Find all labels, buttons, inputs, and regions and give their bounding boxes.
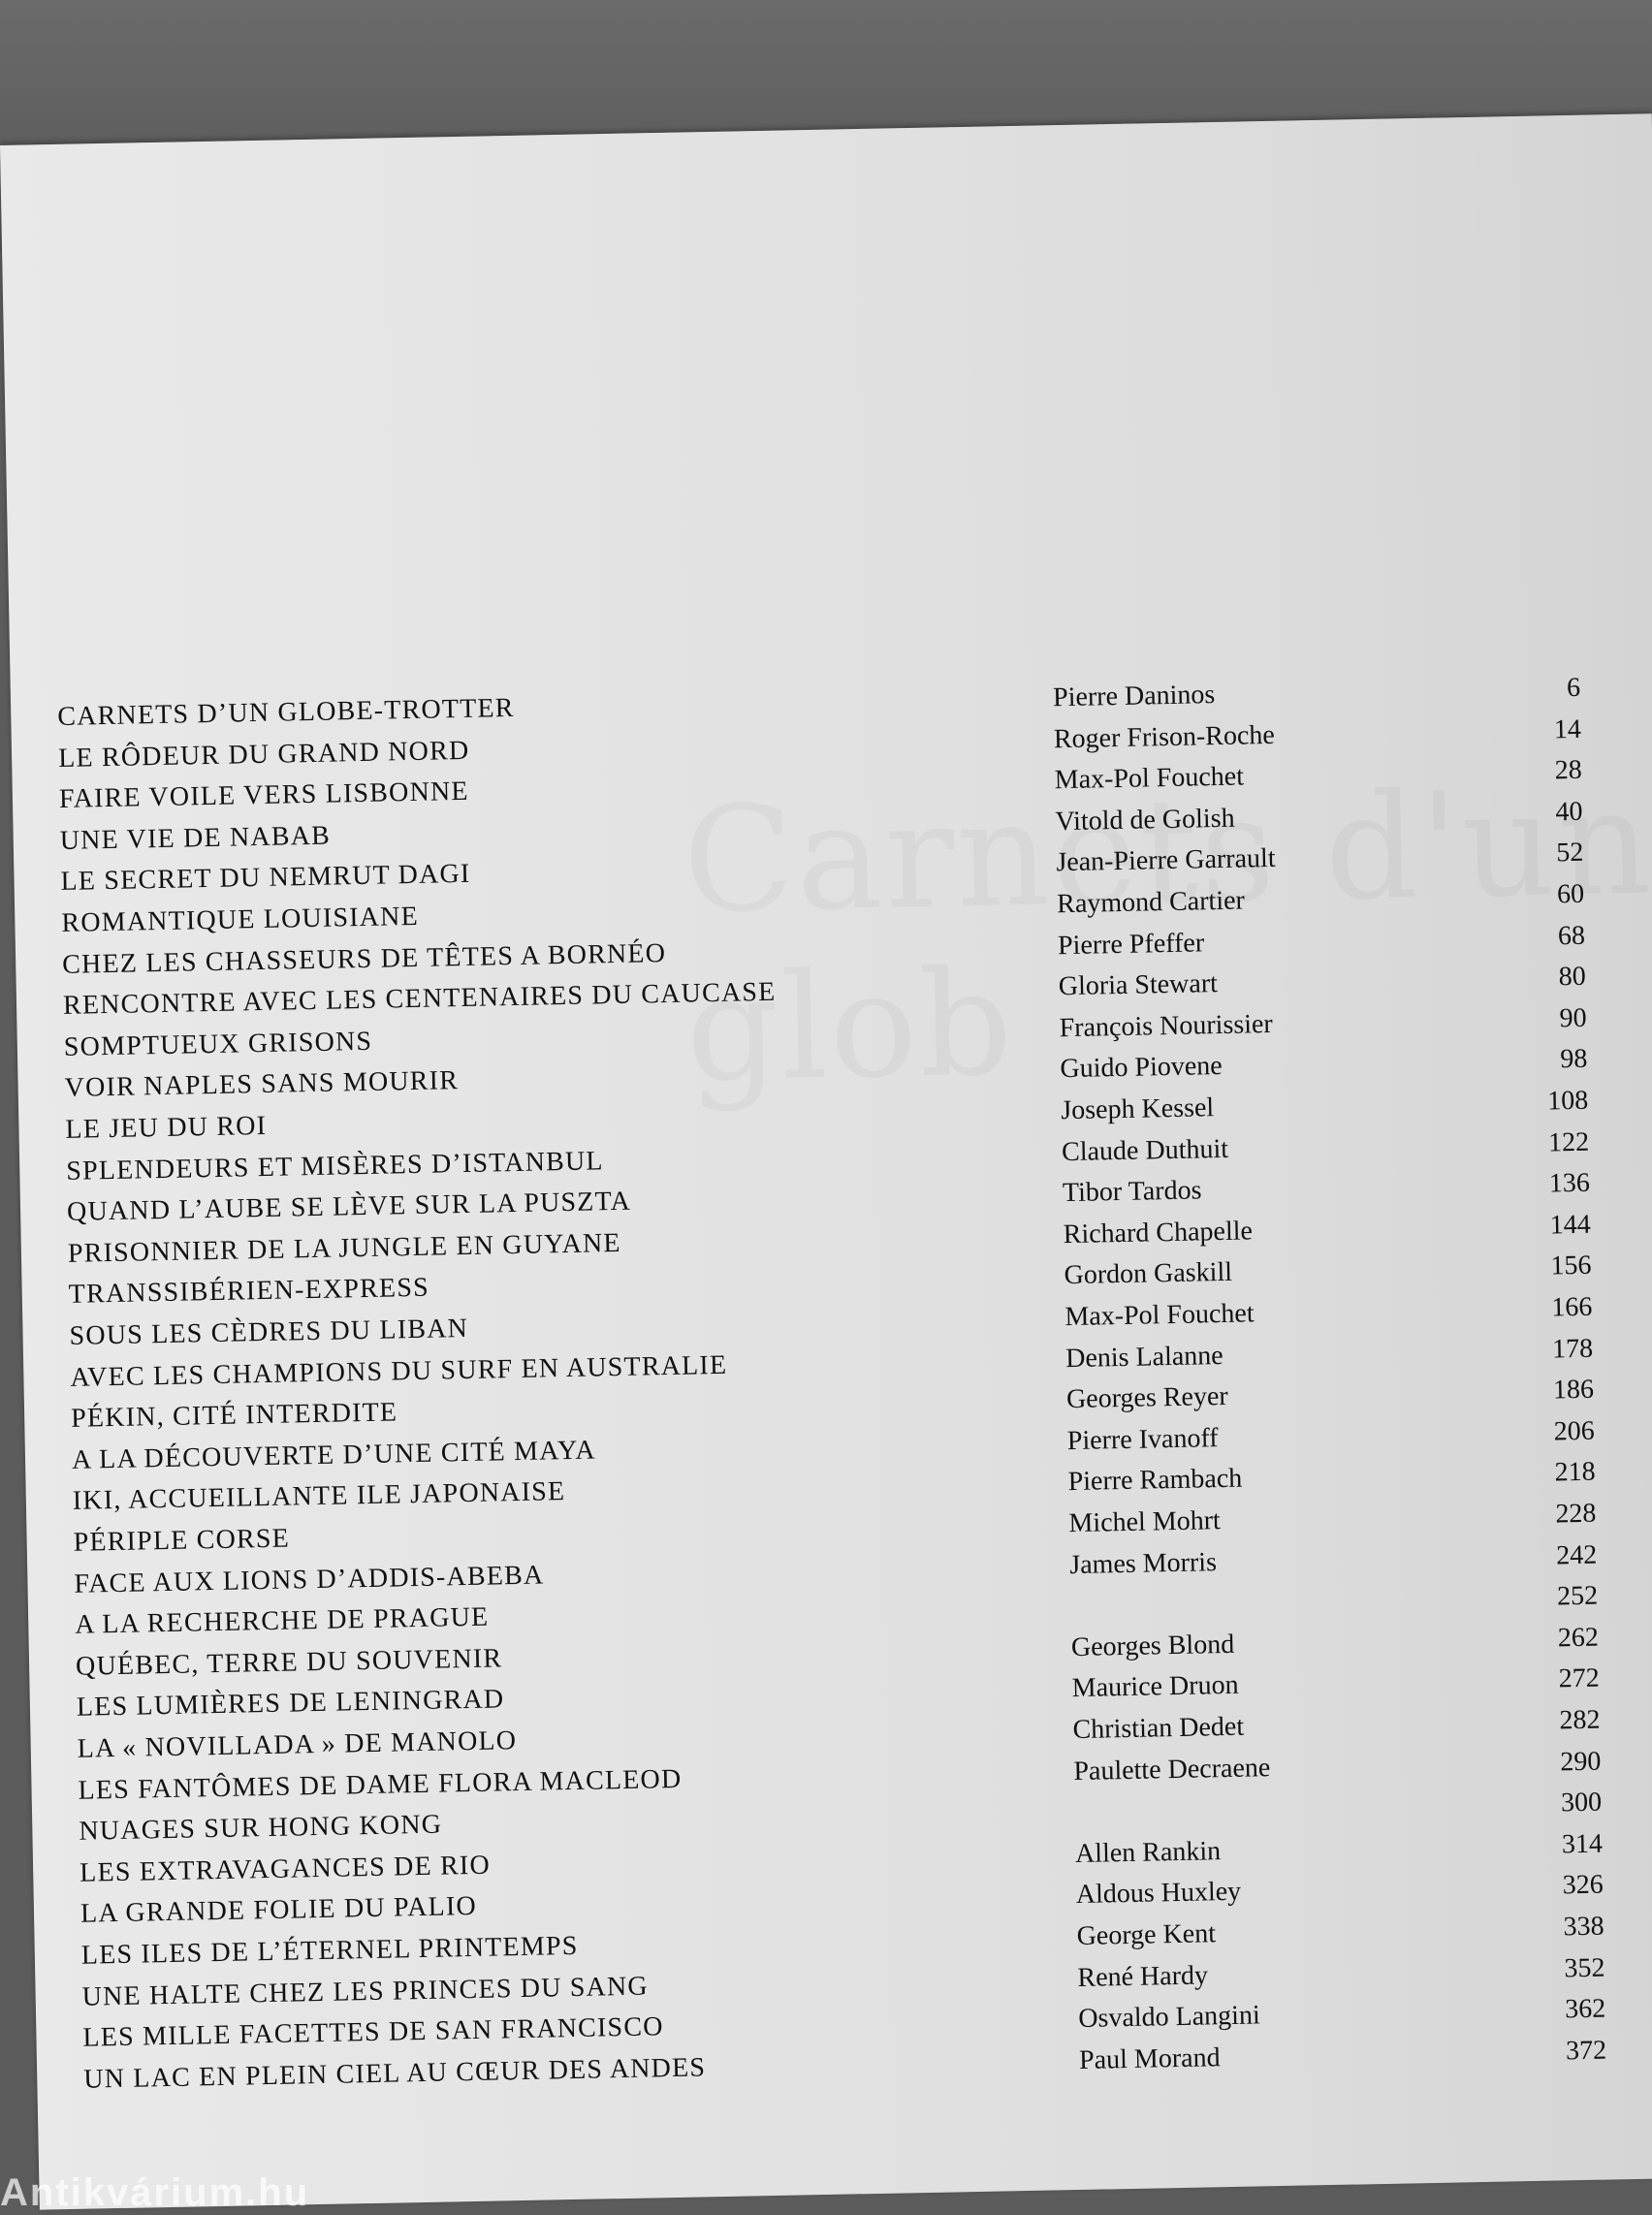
toc-entry-page-number: 52: [1556, 838, 1584, 869]
toc-entry-author: James Morris: [1069, 1546, 1218, 1580]
toc-entry-page-number: 290: [1560, 1746, 1602, 1778]
toc-entry-author: Georges Reyer: [1065, 1381, 1228, 1415]
toc-entry-page-number: 166: [1551, 1291, 1593, 1323]
toc-entry-author: René Hardy: [1077, 1960, 1209, 1993]
toc-entry-title: IKI, ACCUEILLANTE ILE JAPONAISE: [72, 1476, 566, 1517]
toc-entry-page-number: 136: [1548, 1167, 1591, 1199]
toc-entry-page-number: 28: [1554, 754, 1582, 786]
toc-entry-author: Guido Piovene: [1060, 1051, 1223, 1085]
toc-entry-title: LE SECRET DU NEMRUT DAGI: [60, 859, 471, 898]
toc-entry-page-number: 252: [1556, 1580, 1599, 1612]
toc-entry-author: Richard Chapelle: [1063, 1216, 1254, 1250]
toc-entry-title: VOIR NAPLES SANS MOURIR: [64, 1065, 460, 1104]
toc-entry-title: LES ILES DE L’ÉTERNEL PRINTEMPS: [80, 1930, 579, 1971]
toc-entry-author: Allen Rankin: [1074, 1835, 1222, 1869]
toc-entry-page-number: 362: [1564, 1993, 1606, 2025]
toc-entry-page-number: 272: [1558, 1663, 1600, 1694]
toc-entry-author: Joseph Kessel: [1061, 1092, 1215, 1126]
toc-entry-author: Paul Morand: [1078, 2042, 1221, 2075]
toc-entry-author: Maurice Druon: [1071, 1670, 1239, 1704]
toc-entry-author: Tibor Tardos: [1062, 1175, 1202, 1209]
toc-entry-page-number: 68: [1557, 920, 1586, 951]
toc-entry-author: Christian Dedet: [1072, 1711, 1245, 1746]
toc-entry-author: Michel Mohrt: [1068, 1505, 1222, 1539]
toc-entry-page-number: 108: [1546, 1085, 1589, 1117]
toc-entry-page-number: 122: [1547, 1126, 1590, 1158]
toc-entry-title: NUAGES SUR HONG KONG: [79, 1809, 443, 1847]
toc-entry-author: Pierre Daninos: [1052, 680, 1216, 713]
book-page: [0, 113, 1652, 2209]
toc-entry-author: Vitold de Golish: [1055, 803, 1235, 838]
toc-entry-author: Osvaldo Langini: [1078, 2000, 1260, 2035]
toc-entry-page-number: 186: [1552, 1374, 1595, 1406]
toc-entry-author: Raymond Cartier: [1056, 885, 1246, 920]
toc-entry-title: UN LAC EN PLEIN CIEL AU CŒUR DES ANDES: [83, 2052, 707, 2095]
watermark: Antikvárium.hu: [0, 2171, 310, 2214]
toc-entry-author: George Kent: [1076, 1918, 1217, 1952]
toc-entry-author: Max-Pol Fouchet: [1054, 761, 1245, 796]
toc-entry-page-number: 314: [1561, 1828, 1604, 1860]
toc-entry-author: Aldous Huxley: [1075, 1877, 1242, 1911]
toc-entry-page-number: 228: [1555, 1498, 1597, 1530]
toc-entry-page-number: 6: [1566, 672, 1581, 704]
toc-entry-title: SOUS LES CÈDRES DU LIBAN: [69, 1313, 469, 1351]
toc-entry-title: CHEZ LES CHASSEURS DE TÊTES A BORNÉO: [61, 937, 667, 980]
toc-entry-title: CARNETS D’UN GLOBE-TROTTER: [57, 692, 515, 732]
toc-entry-title: ROMANTIQUE LOUISIANE: [61, 901, 420, 938]
toc-entry-title: PÉKIN, CITÉ INTERDITE: [70, 1397, 398, 1435]
toc-entry-page-number: 326: [1562, 1869, 1604, 1901]
toc-entry-title: A LA DÉCOUVERTE D’UNE CITÉ MAYA: [71, 1435, 597, 1475]
toc-entry-page-number: 282: [1559, 1704, 1601, 1736]
toc-entry-title: LES LUMIÈRES DE LENINGRAD: [76, 1684, 505, 1724]
toc-entry-title: LA « NOVILLADA » DE MANOLO: [77, 1725, 518, 1764]
toc-entry-title: PRISONNIER DE LA JUNGLE EN GUYANE: [67, 1227, 621, 1269]
toc-entry-page-number: 14: [1553, 713, 1582, 744]
toc-entry-title: LES MILLE FACETTES DE SAN FRANCISCO: [82, 2011, 664, 2053]
toc-entry-title: QUAND L’AUBE SE LÈVE SUR LA PUSZTA: [66, 1186, 632, 1228]
toc-entry-page-number: 156: [1550, 1250, 1592, 1282]
toc-entry-title: QUÉBEC, TERRE DU SOUVENIR: [75, 1643, 503, 1682]
toc-entry-author: Georges Blond: [1070, 1629, 1235, 1662]
toc-entry-page-number: 242: [1555, 1539, 1598, 1571]
toc-entry-page-number: 178: [1551, 1333, 1594, 1365]
toc-entry-author: Pierre Ivanoff: [1066, 1422, 1219, 1456]
toc-entry-author: Jean-Pierre Garrault: [1056, 843, 1276, 878]
toc-entry-page-number: 144: [1549, 1209, 1591, 1241]
toc-entry-author: Roger Frison-Roche: [1053, 719, 1276, 754]
toc-entry-author: Max-Pol Fouchet: [1064, 1298, 1255, 1333]
toc-entry-author: François Nourissier: [1059, 1008, 1274, 1043]
toc-entry-title: LES FANTÔMES DE DAME FLORA MACLEOD: [78, 1763, 683, 1806]
toc-entry-page-number: 300: [1560, 1787, 1603, 1819]
toc-entry-title: LE JEU DU ROI: [65, 1110, 268, 1145]
toc-entry-author: Gloria Stewart: [1058, 968, 1219, 1002]
toc-entry-page-number: 372: [1565, 2035, 1607, 2067]
toc-entry-page-number: 60: [1556, 878, 1585, 910]
toc-entry-title: PÉRIPLE CORSE: [73, 1523, 291, 1558]
toc-entry-title: LES EXTRAVAGANCES DE RIO: [79, 1850, 492, 1888]
toc-entry-page-number: 262: [1557, 1622, 1600, 1654]
toc-entry-author: Paulette Decraene: [1073, 1752, 1271, 1787]
toc-entry-title: FAIRE VOILE VERS LISBONNE: [58, 776, 469, 815]
toc-entry-page-number: 218: [1554, 1457, 1596, 1488]
toc-entry-title: A LA RECHERCHE DE PRAGUE: [75, 1601, 490, 1640]
toc-entry-page-number: 90: [1559, 1002, 1587, 1034]
toc-entry-title: AVEC LES CHAMPIONS DU SURF EN AUSTRALIE: [70, 1349, 728, 1393]
toc-entry-page-number: 338: [1563, 1911, 1604, 1943]
toc-entry-title: RENCONTRE AVEC LES CENTENAIRES DU CAUCASE: [62, 976, 777, 1022]
toc-entry-author: Pierre Rambach: [1067, 1464, 1243, 1498]
toc-entry-title: SOMPTUEUX GRISONS: [63, 1026, 373, 1062]
toc-entry-author: Denis Lalanne: [1064, 1340, 1223, 1374]
toc-entry-author: Claude Duthuit: [1061, 1133, 1229, 1167]
toc-entry-page-number: 40: [1555, 796, 1583, 828]
toc-entry-title: LE RÔDEUR DU GRAND NORD: [57, 735, 470, 774]
toc-entry-title: LA GRANDE FOLIE DU PALIO: [79, 1891, 478, 1930]
toc-entry-author: Pierre Pfeffer: [1057, 927, 1205, 961]
toc-entry-title: UNE HALTE CHEZ LES PRINCES DU SANG: [81, 1971, 650, 2012]
toc-entry-page-number: 352: [1564, 1952, 1605, 1983]
toc-entry-title: SPLENDEURS ET MISÈRES D’ISTANBUL: [66, 1145, 604, 1187]
toc-entry-page-number: 80: [1558, 961, 1587, 993]
toc-entry-page-number: 98: [1560, 1044, 1588, 1075]
table-of-contents: [0, 113, 1652, 2209]
toc-entry-page-number: 206: [1553, 1415, 1596, 1447]
toc-entry-title: UNE VIE DE NABAB: [59, 820, 332, 856]
toc-entry-title: TRANSSIBÉRIEN-EXPRESS: [68, 1273, 430, 1311]
toc-entry-author: Gordon Gaskill: [1064, 1257, 1233, 1291]
toc-entry-title: FACE AUX LIONS D’ADDIS-ABEBA: [74, 1560, 545, 1599]
